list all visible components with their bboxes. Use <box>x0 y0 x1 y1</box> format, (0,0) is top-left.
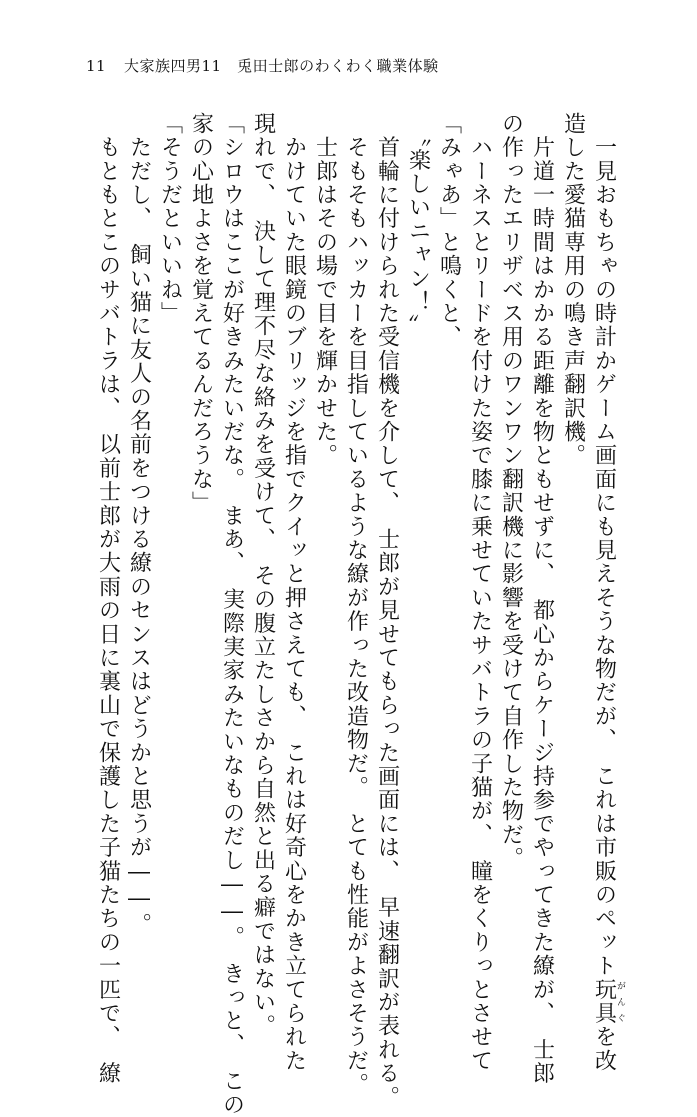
text-line: 片道一時間はかかる距離を物ともせずに、 都心からケージ持参でやってきた繚が、 士郎 <box>529 112 555 1086</box>
text-line: 首輪に付けられた受信機を介して、 士郎が見せてもらった画面には、 早速翻訳が表れる。 <box>374 112 400 1110</box>
text-line-tail: を改 <box>591 1025 617 1073</box>
text-line-content: 一見おもちゃの時計かゲーム画面にも見えそうな物だが、 これは市販のペット <box>591 112 617 978</box>
book-title: 大家族四男11 兎田士郎のわくわく職業体験 <box>124 57 439 75</box>
running-header <box>86 56 439 76</box>
vertical-body-text <box>93 112 626 1117</box>
text-line: もともとこのサバトラは、 以前士郎が大雨の日に裏山で保護した子猫たちの一匹で、 繚 <box>95 112 121 1086</box>
ruby-reading: がんぐ <box>615 977 625 1026</box>
text-line: かけていた眼鏡のブリッジを指でクイッと押さえても、 これは好奇心をかき立てられた <box>281 112 307 1073</box>
ruby-base: 玩具 <box>591 977 617 1026</box>
text-line: の作ったエリザベス用のワンワン翻訳機に影響を受けて自作した物だ。 <box>498 112 524 871</box>
page-number: 11 <box>86 57 107 75</box>
text-line: そもそもハッカーを目指しているような繚が作った改造物だ。 とても性能がよさそうだ。 <box>343 112 369 1097</box>
text-line: 家の心地よさを覚えてるんだろうな」 <box>188 112 214 515</box>
text-line: 「そうだといいね」 <box>157 112 183 326</box>
text-line <box>589 112 626 1073</box>
text-line: ハーネスとリードを付けた姿で膝に乗せていたサバトラの子猫が、 瞳をくりっとさせて <box>467 112 493 1073</box>
text-line: 「シロウはここが好きみたいだな。 まあ、 実際実家みたいなものだし――。 きっと、 この <box>219 112 245 1117</box>
ruby-annotation <box>591 977 625 1026</box>
text-line: 造した愛猫専用の鳴き声翻訳機。 <box>560 112 586 468</box>
text-line: 士郎はその場で目を輝かせた。 <box>312 112 338 468</box>
text-line: 現れで、 決して理不尽な絡みを受けて、 その腹立たしさから自然と出る癖ではない。 <box>250 112 276 1038</box>
text-line: 〝楽しいニャン！〟 <box>405 112 431 338</box>
text-line: ただし、 飼い猫に友人の名前をつける繚のセンスはどうかと思うが――。 <box>126 112 152 937</box>
text-line: 「みゃあ」と鳴くと、 <box>436 112 462 349</box>
